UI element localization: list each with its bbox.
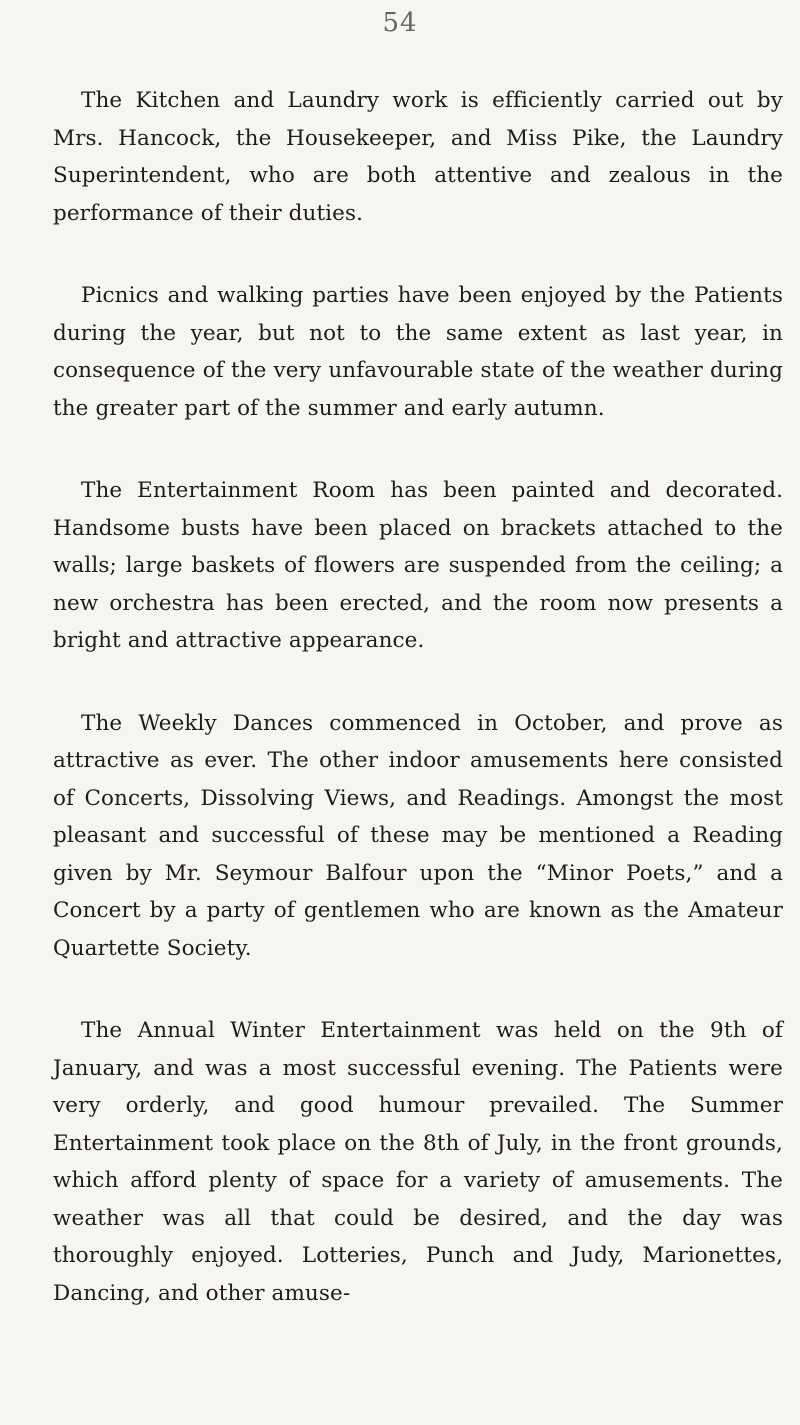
paragraph-picnics: Picnics and walking parties have been enjoyed by the Patients during the year, but not to the same extent as last year, in consequence of the very unfavourable state of the weather during the greater part of the summer and early autumn. xyxy=(53,283,783,421)
paragraph-weekly-dances: The Weekly Dances commenced in October, and prove as attractive as ever. The other indoor amusements here consisted of Concerts, Dissolving Views, and Readings. Amongst the most pleasant and successful of these may be mentioned a Reading given by Mr. Seymour Balfour upon the “Minor Poets,” and a Concert by a party of gentlemen who are known as the Amateur Quartette Society. xyxy=(53,710,783,961)
paragraph-annual-entertainment: The Annual Winter Entertainment was held on the 9th of January, and was a most successful evening. The Patients were very orderly, and good humour prevailed. The Summer Entertainment took place on the 8th of July, in the front grounds, which afford plenty of space for a variety of amusements. The weather was all that could be desired, and the day was thoroughly enjoyed. Lotteries, Punch and Judy, Marionettes, Dancing, and other amuse- xyxy=(53,1018,783,1306)
paragraph-entertainment-room: The Entertainment Room has been painted and decorated. Handsome busts have been placed on brackets attached to the walls; large baskets of flowers are suspended from the ceiling; a new orchestra has been erected, and the room now presents a bright and attractive appearance. xyxy=(53,478,783,653)
body-text xyxy=(53,82,783,1312)
paragraph-kitchen-laundry: The Kitchen and Laundry work is efficiently carried out by Mrs. Hancock, the Housekeeper, and Miss Pike, the Laundry Superintendent, who are both attentive and zealous in the performance of their duties. xyxy=(53,88,783,226)
page-number: 54 xyxy=(382,8,418,38)
